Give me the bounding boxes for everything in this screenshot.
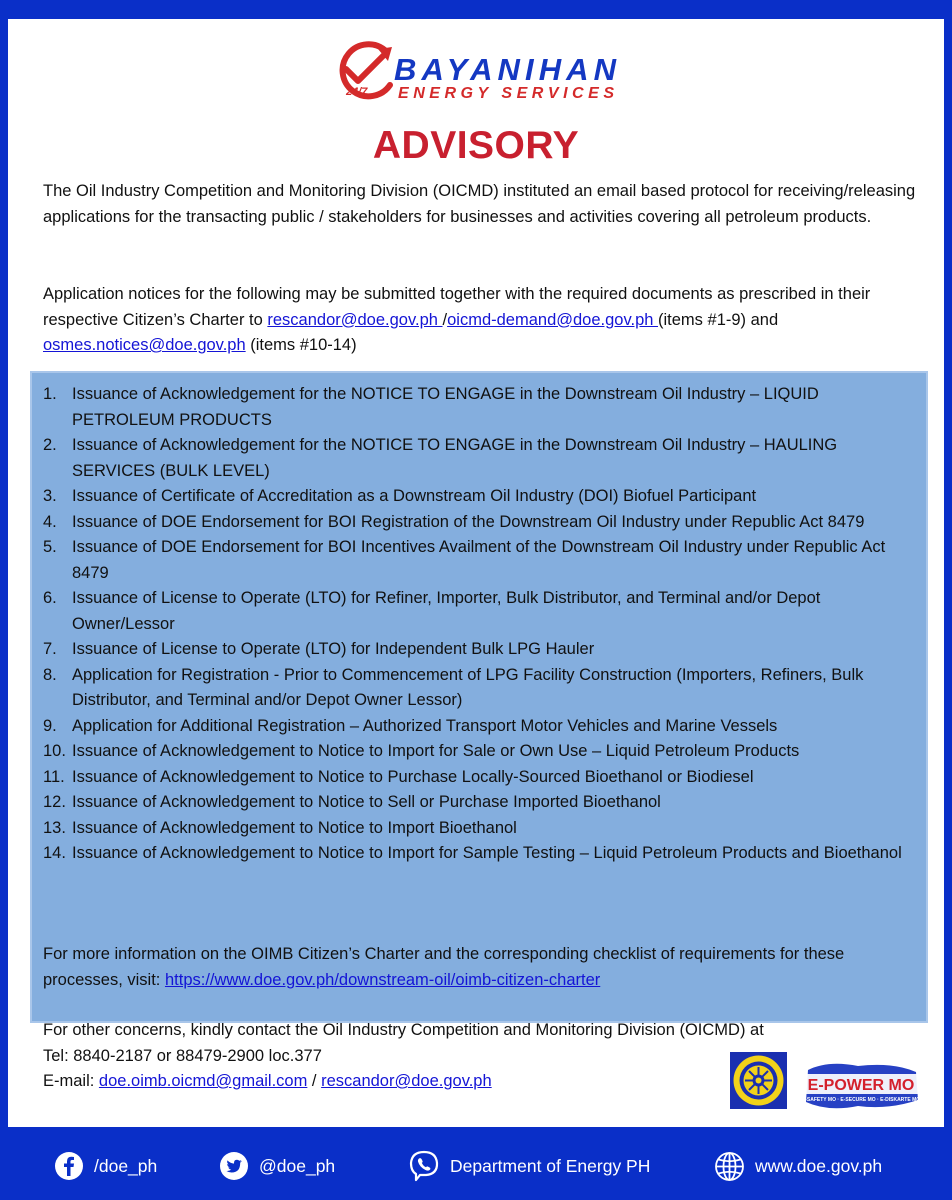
doe-seal-icon: [730, 1052, 787, 1109]
list-item: [43, 816, 923, 842]
email-link-oicmd-demand[interactable]: oicmd-demand@doe.gov.ph: [447, 310, 659, 329]
list-item-number: 6.: [43, 589, 57, 607]
email-link-oimb-gmail[interactable]: doe.oimb.oicmd@gmail.com: [98, 1072, 308, 1090]
list-item-text: Issuance of DOE Endorsement for BOI Registration of the Downstream Oil Industry under Republic Act 8479: [72, 512, 865, 531]
contact-separator: /: [307, 1072, 322, 1090]
list-item: [43, 586, 923, 637]
list-item-text: Issuance of License to Operate (LTO) for Refiner, Importer, Bulk Distributor, and Terminal and/or Depot Owner/Lessor: [72, 589, 821, 633]
list-item-number: 11.: [43, 767, 65, 786]
globe-icon: [714, 1151, 745, 1182]
logo-tag: 24/7: [346, 86, 368, 98]
list-item-text: Issuance of Certificate of Accreditation as a Downstream Oil Industry (DOI) Biofuel Participant: [72, 487, 757, 505]
list-item-number: 3.: [43, 487, 57, 505]
facebook-icon: [54, 1151, 84, 1181]
list-item-number: 2.: [43, 436, 57, 454]
epower-title: E-POWER MO: [807, 1077, 915, 1094]
list-item: [43, 714, 923, 740]
list-item-number: 7.: [43, 640, 57, 658]
list-item-text: Issuance of Acknowledgement to Notice to Import for Sale or Own Use – Liquid Petroleum Products: [72, 742, 800, 760]
footer-twitter-text: @doe_ph: [259, 1155, 336, 1176]
email-link-osmes[interactable]: osmes.notices@doe.gov.ph: [43, 336, 246, 354]
list-item-text: Issuance of Acknowledgement for the NOTICE TO ENGAGE in the Downstream Oil Industry – HAULING SERVICES (BULK LEVEL): [72, 436, 838, 480]
list-item-number: 12.: [43, 793, 66, 811]
footer-website-text: www.doe.gov.ph: [755, 1155, 883, 1176]
contact-intro: For other concerns, kindly contact the Oil Industry Competition and Monitoring Division (OICMD) at: [43, 1021, 764, 1039]
list-item: [43, 841, 923, 867]
list-item-number: 14.: [43, 844, 66, 862]
footer-twitter[interactable]: [219, 1150, 335, 1182]
list-item-number: 5.: [43, 538, 57, 556]
contact-email-label: E-mail:: [43, 1072, 99, 1090]
list-item: [43, 382, 923, 433]
logo-line2: ENERGY SERVICES: [398, 85, 614, 102]
email-link-rescandor-contact[interactable]: rescandor@doe.gov.ph: [321, 1072, 492, 1090]
list-item-text: Issuance of Acknowledgement to Notice to Sell or Purchase Imported Bioethanol: [72, 793, 661, 811]
viber-icon: [408, 1150, 440, 1182]
list-item-text: Issuance of Acknowledgement to Notice to Import for Sample Testing – Liquid Petroleum Products and Bioethanol: [72, 844, 902, 862]
list-item: [43, 790, 923, 816]
contact-tel: Tel: 8840-2187 or 88479-2900 loc.377: [43, 1046, 322, 1065]
notice-text-2: (items #1-9) and: [658, 310, 779, 329]
list-item-number: 13.: [43, 818, 66, 837]
list-item-number: 10.: [43, 742, 66, 760]
notice-text-1: Application notices for the following may be submitted together with the required documents as prescribed in their respective Citizen’s Charter to: [43, 285, 871, 329]
notice-text-3: (items #10-14): [245, 336, 357, 354]
list-item: [43, 535, 923, 586]
list-item: [43, 637, 923, 663]
list-item-number: 9.: [43, 716, 57, 735]
bayanihan-logo: [328, 33, 628, 113]
list-item: [43, 739, 923, 765]
list-item-text: Issuance of Acknowledgement to Notice to Purchase Locally-Sourced Bioethanol or Biodiesel: [72, 767, 754, 786]
list-item: [43, 510, 923, 536]
list-item-text: Application for Registration - Prior to Commencement of LPG Facility Construction (Importers, Refiners, Bulk Distributor, and Terminal and/or Depot Owner Lessor): [72, 665, 864, 709]
footer-viber-text: Department of Energy PH: [450, 1155, 651, 1176]
more-info-paragraph: [43, 942, 913, 993]
logo-line1: BAYANIHAN: [394, 52, 616, 87]
footer-facebook-text: /doe_ph: [94, 1155, 158, 1176]
email-link-rescandor[interactable]: rescandor@doe.gov.ph: [267, 310, 443, 329]
list-item: [43, 433, 923, 484]
services-list: [43, 382, 923, 867]
more-info-text: For more information on the OIMB Citizen’s Charter and the corresponding checklist of requirements for these processes, visit:: [43, 945, 845, 989]
list-item-number: 4.: [43, 512, 57, 531]
list-item-text: Application for Additional Registration – Authorized Transport Motor Vehicles and Marine Vessels: [72, 716, 778, 735]
list-item-text: Issuance of Acknowledgement to Notice to Import Bioethanol: [72, 818, 517, 837]
footer-facebook[interactable]: [54, 1150, 157, 1182]
notice-paragraph: [43, 282, 923, 359]
epower-mo-logo: [798, 1060, 924, 1112]
twitter-icon: [219, 1151, 249, 1181]
citizen-charter-link[interactable]: https://www.doe.gov.ph/downstream-oil/oimb-citizen-charter: [164, 970, 601, 989]
footer-website[interactable]: [714, 1150, 882, 1182]
footer-bar: [0, 1138, 952, 1194]
page-title: ADVISORY: [372, 124, 580, 167]
list-item-text: Issuance of Acknowledgement for the NOTICE TO ENGAGE in the Downstream Oil Industry – LIQUID PETROLEUM PRODUCTS: [72, 385, 819, 429]
list-item: [43, 663, 923, 714]
epower-tagline: E-SAFETY MO · E-SECURE MO · E-DISKARTE MO: [801, 1097, 921, 1103]
list-item-text: Issuance of DOE Endorsement for BOI Incentives Availment of the Downstream Oil Industry under Republic Act 8479: [72, 538, 886, 582]
footer-viber[interactable]: [408, 1150, 650, 1182]
intro-paragraph: The Oil Industry Competition and Monitoring Division (OICMD) instituted an email based protocol for receiving/releasing applications for the transacting public / stakeholders for businesses and activities covering all petroleum products.: [43, 182, 916, 226]
list-item: [43, 484, 923, 510]
notice-separator: /: [442, 310, 448, 329]
list-item: [43, 765, 923, 791]
list-item-number: 8.: [43, 665, 57, 684]
list-item-number: 1.: [43, 385, 57, 403]
list-item-text: Issuance of License to Operate (LTO) for Independent Bulk LPG Hauler: [72, 640, 595, 658]
